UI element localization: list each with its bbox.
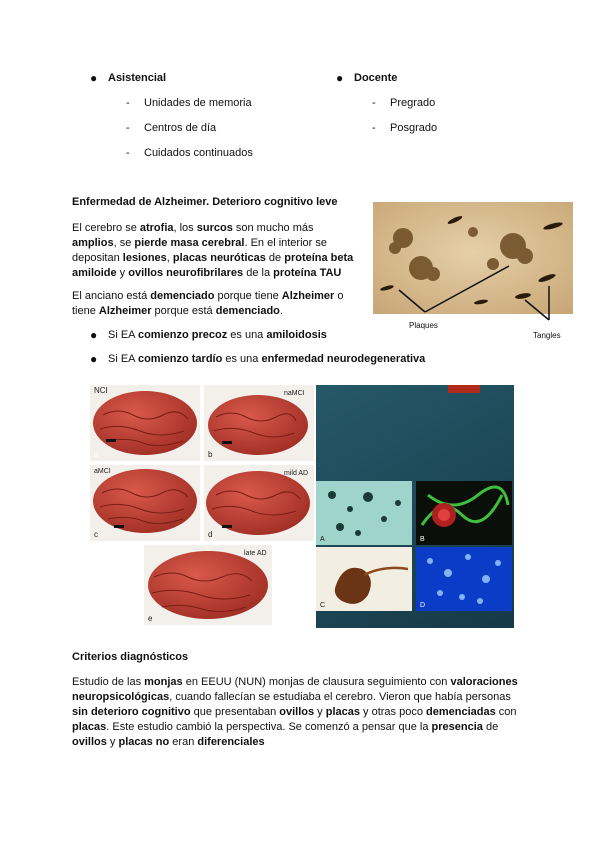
bold-term: amplios: [72, 237, 114, 249]
text-run: . Este estudio cambió la perspectiva. Se comenzó a pensar que la: [106, 721, 432, 733]
label-tangles: Tangles: [533, 331, 561, 340]
micro-panel-D: [416, 547, 512, 611]
dash: -: [126, 147, 130, 159]
svg-text:mild AD: mild AD: [284, 470, 309, 477]
bullet-dot: ●: [90, 328, 98, 342]
text-run: porque tiene: [214, 290, 282, 302]
bold-term: ovillos neurofibrilares: [128, 267, 244, 279]
svg-text:late AD: late AD: [244, 550, 267, 557]
list-item: Cuidados continuados: [144, 147, 253, 159]
list-item: Pregrado: [390, 97, 436, 109]
bold-term: pierde masa cerebral: [134, 237, 245, 249]
text-run: eran: [169, 736, 198, 748]
svg-text:C: C: [320, 602, 326, 609]
text-run: , los: [173, 222, 197, 234]
brain-figure: [88, 385, 514, 628]
bold-term: placas: [118, 736, 153, 748]
svg-text:e: e: [148, 614, 153, 623]
paragraph-demented: [72, 289, 360, 319]
text-run: de: [265, 252, 285, 264]
list-item: Posgrado: [390, 122, 438, 134]
text-run: de: [482, 721, 499, 733]
brain-panel-a: [90, 385, 200, 461]
text-run: Si EA: [108, 353, 138, 365]
text-run: porque está: [151, 305, 216, 317]
section-title-criterios: Criterios diagnósticos: [72, 651, 189, 663]
bold-term: sin deterioro cognitivo: [72, 706, 191, 718]
svg-text:d: d: [208, 530, 213, 539]
bold-term: lesiones: [122, 252, 167, 264]
svg-text:B: B: [420, 536, 425, 543]
dash: -: [372, 97, 376, 109]
bold-term: valoraciones neuropsicológicas: [72, 676, 518, 703]
bullet-late-onset: [108, 352, 528, 367]
text-run: y: [314, 706, 326, 718]
svg-text:a: a: [94, 450, 99, 459]
text-run: con: [495, 706, 517, 718]
text-run: Si EA: [108, 329, 138, 341]
bold-term: proteína beta amiloide: [72, 252, 354, 279]
micro-panel-C: [316, 547, 412, 611]
brain-panel-c: [90, 465, 200, 541]
bullet-dot: ●: [336, 71, 344, 85]
svg-text:b: b: [208, 450, 213, 459]
bold-term: presencia: [431, 721, 483, 733]
bold-term: amiloidosis: [266, 329, 327, 341]
text-run: y: [106, 736, 119, 748]
micro-panel-A: [316, 481, 412, 545]
text-run: y: [116, 267, 129, 279]
text-run: . En el interior se depositan: [72, 237, 327, 264]
text-run: que presentaban: [190, 706, 280, 718]
section-title-alzheimer: Enfermedad de Alzheimer. Deterioro cognitivo leve: [72, 196, 338, 208]
histology-image: [373, 202, 573, 342]
bold-term: diferenciales: [197, 736, 265, 748]
bold-term: comienzo tardío: [137, 353, 223, 365]
brain-panel-e: [144, 545, 272, 625]
bold-term: demenciado: [150, 290, 215, 302]
svg-text:D: D: [420, 602, 426, 609]
list-heading-asistencial: Asistencial: [108, 72, 167, 84]
text-run: o tiene: [72, 290, 344, 317]
dash: -: [126, 97, 130, 109]
paragraph-atrophy: [72, 221, 360, 281]
svg-text:aMCI: aMCI: [94, 468, 111, 475]
list-item: Centros de día: [144, 122, 217, 134]
bullet-dot: ●: [90, 352, 98, 366]
bold-term: placas: [72, 721, 107, 733]
bold-term: placas neuróticas: [172, 252, 266, 264]
svg-text:c: c: [94, 530, 98, 539]
text-run: .: [279, 305, 283, 317]
list-item: Unidades de memoria: [144, 97, 252, 109]
text-run: , cuando fallecían se estudiaba el cerebro. Vieron que había personas: [169, 691, 511, 703]
label-plaques: Plaques: [409, 321, 438, 330]
text-run: de la: [243, 267, 274, 279]
brain-panel-d: [204, 465, 314, 541]
paragraph-nun-study: [72, 675, 528, 750]
text-run: Estudio de las: [72, 676, 145, 688]
text-run: en EEUU (NUN) monjas de clausura seguimiento con: [182, 676, 451, 688]
text-run: son mucho más: [232, 222, 314, 234]
text-run: ,: [166, 252, 173, 264]
text-run: , se: [113, 237, 135, 249]
bold-term: atrofia: [139, 222, 174, 234]
text-run: es una: [222, 353, 262, 365]
brain-panel-b: [204, 385, 314, 461]
dash: -: [126, 122, 130, 134]
bullet-dot: ●: [90, 71, 98, 85]
bold-term: demenciado: [215, 305, 280, 317]
text-run: es una: [227, 329, 267, 341]
bold-term: Alzheimer: [98, 305, 152, 317]
text-run: y otras poco: [359, 706, 427, 718]
list-heading-docente: Docente: [354, 72, 398, 84]
bold-term: Alzheimer: [281, 290, 335, 302]
svg-text:A: A: [320, 536, 325, 543]
bold-term: ovillos: [72, 736, 107, 748]
bold-term: comienzo precoz: [137, 329, 228, 341]
bold-term: monjas: [144, 676, 183, 688]
bold-term: proteína TAU: [273, 267, 342, 279]
text-run: El anciano está: [72, 290, 151, 302]
bold-term: surcos: [196, 222, 233, 234]
svg-text:naMCI: naMCI: [284, 390, 305, 397]
bold-term: ovillos: [279, 706, 315, 718]
bold-term: no: [155, 736, 170, 748]
micro-panel-B: [416, 481, 512, 545]
bold-term: demenciadas: [426, 706, 496, 718]
bold-term: enfermedad neurodegenerativa: [261, 353, 426, 365]
text-run: El cerebro se: [72, 222, 140, 234]
svg-text:NCI: NCI: [94, 386, 108, 395]
bold-term: placas: [325, 706, 360, 718]
dash: -: [372, 122, 376, 134]
